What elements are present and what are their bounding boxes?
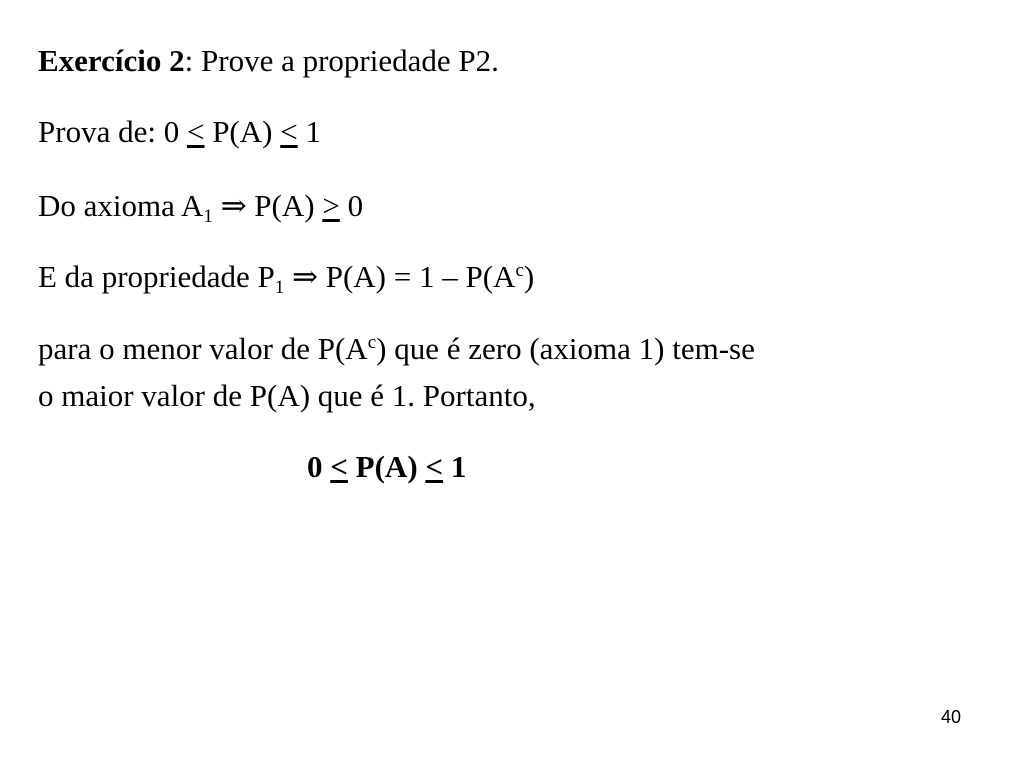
lower-bound: 0 bbox=[339, 188, 364, 223]
complement-superscript: c bbox=[515, 260, 524, 281]
axiom-prefix: Do axioma A bbox=[38, 188, 204, 223]
explanation-line-2: o maior valor de P(A) que é 1. Portanto, bbox=[38, 378, 536, 413]
proof-statement bbox=[38, 114, 321, 150]
proof-prefix: Prova de: 0 bbox=[38, 114, 187, 149]
complement-superscript: c bbox=[367, 332, 377, 353]
property-result: P(A) = 1 – P(A bbox=[325, 259, 516, 294]
probability-expression: P(A) bbox=[204, 114, 281, 149]
less-equal-symbol: < bbox=[330, 449, 348, 484]
conclusion-probability: P(A) bbox=[347, 449, 426, 484]
conclusion-lower-bound: 0 bbox=[307, 449, 331, 484]
greater-equal-symbol: > bbox=[322, 188, 340, 223]
implies-icon: ⇒ bbox=[284, 259, 326, 294]
less-equal-symbol: < bbox=[425, 449, 444, 484]
exercise-heading bbox=[38, 43, 499, 79]
axiom-subscript: 1 bbox=[203, 206, 213, 227]
less-equal-symbol: < bbox=[280, 114, 298, 149]
property-line bbox=[38, 259, 535, 298]
property-subscript: 1 bbox=[274, 277, 285, 298]
axiom-result: P(A) bbox=[254, 188, 323, 223]
closing-parenthesis: ) bbox=[523, 259, 535, 294]
property-prefix: E da propriedade P bbox=[38, 259, 275, 294]
implies-icon: ⇒ bbox=[212, 188, 255, 223]
less-equal-symbol: < bbox=[186, 114, 205, 149]
explanation-prefix: para o menor valor de P(A bbox=[38, 331, 368, 366]
axiom-line bbox=[38, 188, 364, 227]
page-number: 40 bbox=[941, 707, 962, 727]
exercise-statement: : Prove a propriedade P2. bbox=[184, 43, 499, 78]
exercise-title: Exercício 2 bbox=[38, 43, 185, 78]
conclusion bbox=[307, 449, 466, 485]
explanation-suffix: ) que é zero (axioma 1) tem-se bbox=[376, 331, 755, 366]
upper-bound: 1 bbox=[297, 114, 321, 149]
conclusion-upper-bound: 1 bbox=[443, 449, 467, 484]
explanation-line-1 bbox=[38, 331, 755, 367]
